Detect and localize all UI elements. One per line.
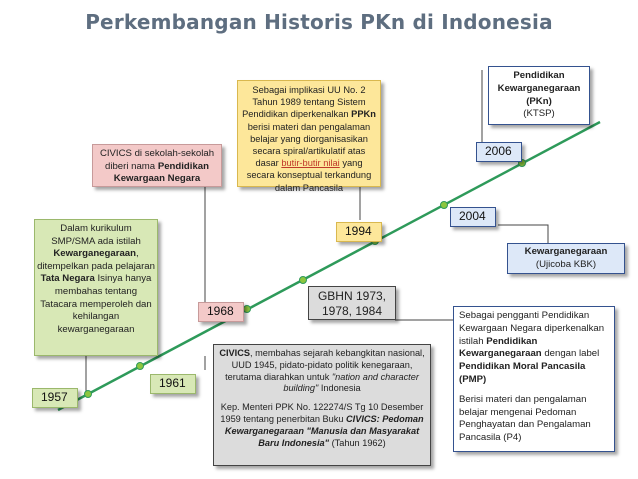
year-1968: 1968 bbox=[198, 302, 244, 322]
box-1961: CIVICS, membahas sejarah kebangkitan nasional, UUD 1945, pidato-pidato politik kenegaraan, terutama diarahkan untuk "nation and character building" Indonesia Kep. Menteri PPK No. 122274/S Tg 10 Desember 1959 tentang penerbitan Buku CIVICS: Pedoman Kewarganegaraan "Manusia dan Masyarakat Baru Indonesia" (Tahun 1962) bbox=[213, 344, 431, 466]
year-1961: 1961 bbox=[150, 374, 196, 394]
box-1994: Sebagai implikasi UU No. 2 Tahun 1989 tentang Sistem Pendidikan diperkenalkan PPKn berisi materi dan pengalaman belajar yang diorganisasikan secara spiral/artikulatif atas dasar butir-butir nilai yang secara konseptual terkandung dalam Pancasila bbox=[237, 80, 381, 187]
box-1957: Dalam kurikulum SMP/SMA ada istilah Kewarganegaraan, ditempelkan pada pelajaran Tata Negara Isinya hanya membahas tentang Tatacara memperoleh dan kehilangan kewarganegaraan bbox=[34, 219, 158, 356]
box-gbhn: Sebagai pengganti Pendidikan Kewargaan Negara diperkenalkan istilah Pendidikan Kewarganegaraan dengan label Pendidikan Moral Pancasila (PMP) Berisi materi dan pengalaman belajar mengenai Pedoman Penghayatan dan Pengalaman Pancasila (P4) bbox=[453, 306, 615, 452]
timeline-dot bbox=[300, 277, 307, 284]
connector-2004 bbox=[498, 225, 548, 244]
year-2004: 2004 bbox=[450, 207, 496, 227]
page-title: Perkembangan Historis PKn di Indonesia bbox=[85, 10, 553, 34]
year-2006: 2006 bbox=[476, 142, 522, 162]
year-1994: 1994 bbox=[336, 222, 382, 242]
timeline-dot bbox=[441, 202, 448, 209]
box-2006: Pendidikan Kewarganegaraan (PKn) (KTSP) bbox=[488, 66, 590, 125]
timeline-dot bbox=[244, 306, 251, 313]
box-1968: CIVICS di sekolah-sekolah diberi nama Pendidikan Kewargaan Negara bbox=[92, 144, 222, 187]
year-gbhn: GBHN 1973, 1978, 1984 bbox=[308, 286, 396, 320]
timeline-dot bbox=[85, 391, 92, 398]
box-2004: Kewarganegaraan (Ujicoba KBK) bbox=[507, 243, 625, 274]
timeline-dot bbox=[137, 363, 144, 370]
year-1957: 1957 bbox=[32, 388, 78, 408]
